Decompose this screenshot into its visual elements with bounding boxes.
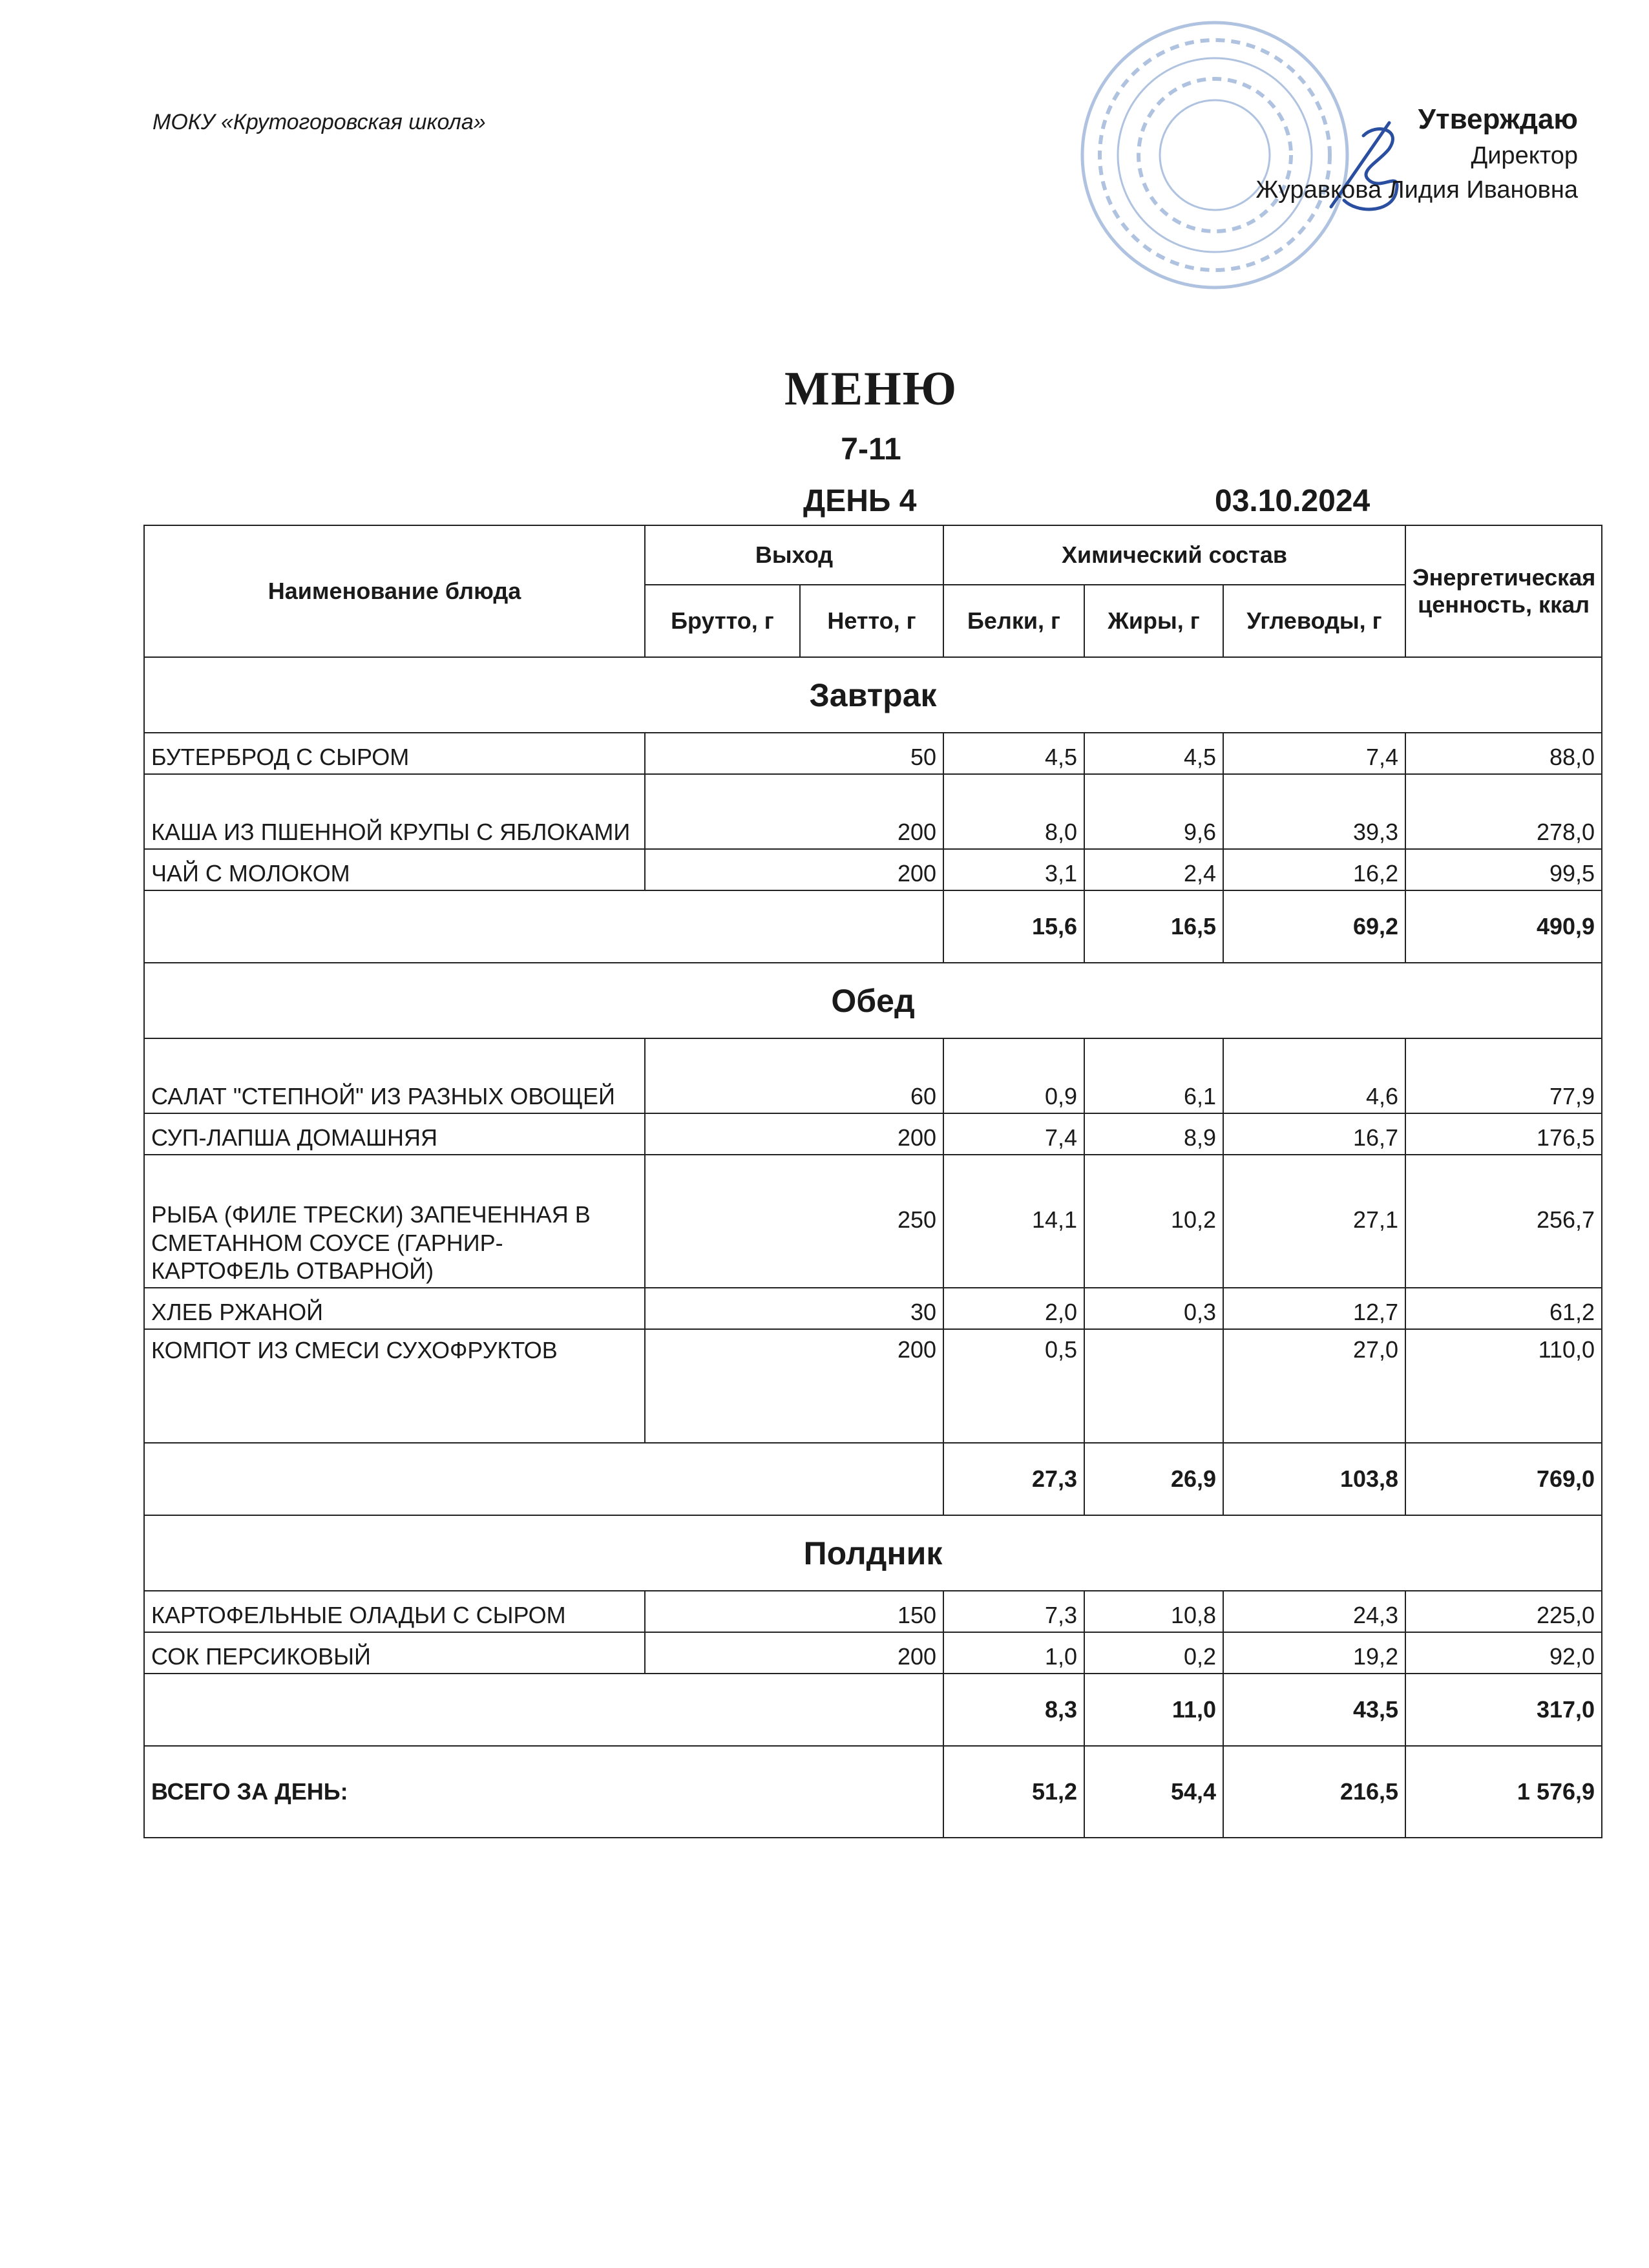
total-kcal: 769,0 [1405, 1443, 1602, 1515]
header-energy: Энергетическая ценность, ккал [1405, 525, 1602, 657]
header-fat: Жиры, г [1084, 585, 1223, 657]
total-fat: 16,5 [1084, 890, 1223, 963]
section-breakfast [144, 657, 1602, 733]
table-header-row [144, 525, 1602, 585]
age-group: 7-11 [841, 432, 901, 467]
header-chemical: Химический состав [943, 525, 1405, 585]
dish-kcal: 110,0 [1405, 1329, 1602, 1443]
total-kcal: 317,0 [1405, 1674, 1602, 1746]
dish-netto: 150 [645, 1591, 943, 1632]
total-blank [144, 1443, 943, 1515]
organization-name: МОКУ «Крутогоровская школа» [152, 110, 486, 134]
dish-name: РЫБА (ФИЛЕ ТРЕСКИ) ЗАПЕЧЕННАЯ В СМЕТАННОМ СОУСЕ (ГАРНИР-КАРТОФЕЛЬ ОТВАРНОЙ) [144, 1155, 645, 1288]
dish-netto: 200 [645, 774, 943, 849]
dish-carbs: 27,1 [1223, 1155, 1405, 1288]
section-snack [144, 1515, 1602, 1591]
day-total-carbs: 216,5 [1223, 1746, 1405, 1838]
dish-name: СОК ПЕРСИКОВЫЙ [144, 1632, 645, 1674]
total-blank [144, 890, 943, 963]
approve-position: Директор [1471, 142, 1578, 169]
dish-carbs: 27,0 [1223, 1329, 1405, 1443]
total-fat: 26,9 [1084, 1443, 1223, 1515]
table-row [144, 1632, 1602, 1674]
dish-protein: 4,5 [943, 733, 1084, 774]
dish-protein: 0,5 [943, 1329, 1084, 1443]
table-row [144, 849, 1602, 890]
header-output: Выход [645, 525, 943, 585]
day-total-kcal: 1 576,9 [1405, 1746, 1602, 1838]
dish-carbs: 39,3 [1223, 774, 1405, 849]
dish-netto: 30 [645, 1288, 943, 1329]
dish-kcal: 256,7 [1405, 1155, 1602, 1288]
dish-carbs: 16,2 [1223, 849, 1405, 890]
approve-name: Журавкова Лидия Ивановна [1255, 176, 1578, 204]
section-total-row [144, 890, 1602, 963]
section-total-row [144, 1674, 1602, 1746]
dish-protein: 7,3 [943, 1591, 1084, 1632]
total-carbs: 103,8 [1223, 1443, 1405, 1515]
dish-protein: 14,1 [943, 1155, 1084, 1288]
dish-carbs: 4,6 [1223, 1038, 1405, 1113]
dish-name: БУТЕРБРОД С СЫРОМ [144, 733, 645, 774]
dish-kcal: 176,5 [1405, 1113, 1602, 1155]
dish-name: КОМПОТ ИЗ СМЕСИ СУХОФРУКТОВ [144, 1329, 645, 1443]
header-dish-name: Наименование блюда [144, 525, 645, 657]
table-row [144, 1288, 1602, 1329]
total-carbs: 43,5 [1223, 1674, 1405, 1746]
dish-carbs: 12,7 [1223, 1288, 1405, 1329]
dish-fat: 6,1 [1084, 1038, 1223, 1113]
dish-name: ЧАЙ С МОЛОКОМ [144, 849, 645, 890]
dish-kcal: 61,2 [1405, 1288, 1602, 1329]
dish-fat: 4,5 [1084, 733, 1223, 774]
dish-protein: 2,0 [943, 1288, 1084, 1329]
menu-date: 03.10.2024 [1215, 484, 1371, 518]
approve-title: Утверждаю [1418, 103, 1578, 135]
dish-kcal: 88,0 [1405, 733, 1602, 774]
table-row [144, 1038, 1602, 1113]
dish-fat: 10,8 [1084, 1591, 1223, 1632]
dish-protein: 3,1 [943, 849, 1084, 890]
day-total-protein: 51,2 [943, 1746, 1084, 1838]
dish-fat: 0,2 [1084, 1632, 1223, 1674]
total-carbs: 69,2 [1223, 890, 1405, 963]
dish-netto: 50 [645, 733, 943, 774]
dish-name: САЛАТ "СТЕПНОЙ" ИЗ РАЗНЫХ ОВОЩЕЙ [144, 1038, 645, 1113]
total-kcal: 490,9 [1405, 890, 1602, 963]
table-row [144, 1113, 1602, 1155]
page-title: МЕНЮ [784, 362, 958, 415]
dish-protein: 0,9 [943, 1038, 1084, 1113]
dish-fat: 9,6 [1084, 774, 1223, 849]
dish-kcal: 92,0 [1405, 1632, 1602, 1674]
header-netto: Нетто, г [800, 585, 943, 657]
dish-netto: 200 [645, 849, 943, 890]
day-total-fat: 54,4 [1084, 1746, 1223, 1838]
dish-carbs: 7,4 [1223, 733, 1405, 774]
dish-protein: 1,0 [943, 1632, 1084, 1674]
header-protein: Белки, г [943, 585, 1084, 657]
section-title: Завтрак [144, 657, 1602, 733]
table-row [144, 1155, 1602, 1288]
table-row [144, 1329, 1602, 1443]
dish-fat: 0,3 [1084, 1288, 1223, 1329]
dish-kcal: 99,5 [1405, 849, 1602, 890]
approval-block [1255, 103, 1578, 204]
dish-carbs: 16,7 [1223, 1113, 1405, 1155]
day-total-row [144, 1746, 1602, 1838]
total-protein: 15,6 [943, 890, 1084, 963]
dish-fat [1084, 1329, 1223, 1443]
dish-netto: 200 [645, 1113, 943, 1155]
dish-carbs: 19,2 [1223, 1632, 1405, 1674]
dish-protein: 8,0 [943, 774, 1084, 849]
section-lunch [144, 963, 1602, 1038]
dish-carbs: 24,3 [1223, 1591, 1405, 1632]
dish-netto: 250 [645, 1155, 943, 1288]
section-title: Обед [144, 963, 1602, 1038]
table-row [144, 774, 1602, 849]
section-total-row [144, 1443, 1602, 1515]
dish-name: КАША ИЗ ПШЕННОЙ КРУПЫ С ЯБЛОКАМИ [144, 774, 645, 849]
total-blank [144, 1674, 943, 1746]
dish-fat: 8,9 [1084, 1113, 1223, 1155]
day-total-label: ВСЕГО ЗА ДЕНЬ: [144, 1746, 943, 1838]
dish-kcal: 225,0 [1405, 1591, 1602, 1632]
table-row [144, 733, 1602, 774]
dish-kcal: 77,9 [1405, 1038, 1602, 1113]
dish-netto: 200 [645, 1632, 943, 1674]
dish-name: КАРТОФЕЛЬНЫЕ ОЛАДЬИ С СЫРОМ [144, 1591, 645, 1632]
dish-netto: 200 [645, 1329, 943, 1443]
dish-fat: 10,2 [1084, 1155, 1223, 1288]
dish-name: ХЛЕБ РЖАНОЙ [144, 1288, 645, 1329]
header-carbs: Углеводы, г [1223, 585, 1405, 657]
table-row [144, 1591, 1602, 1632]
dish-fat: 2,4 [1084, 849, 1223, 890]
dish-name: СУП-ЛАПША ДОМАШНЯЯ [144, 1113, 645, 1155]
dish-protein: 7,4 [943, 1113, 1084, 1155]
menu-table [143, 525, 1602, 1838]
total-fat: 11,0 [1084, 1674, 1223, 1746]
total-protein: 27,3 [943, 1443, 1084, 1515]
day-label: ДЕНЬ 4 [803, 484, 917, 518]
dish-netto: 60 [645, 1038, 943, 1113]
total-protein: 8,3 [943, 1674, 1084, 1746]
header-brutto: Брутто, г [645, 585, 800, 657]
dish-kcal: 278,0 [1405, 774, 1602, 849]
section-title: Полдник [144, 1515, 1602, 1591]
